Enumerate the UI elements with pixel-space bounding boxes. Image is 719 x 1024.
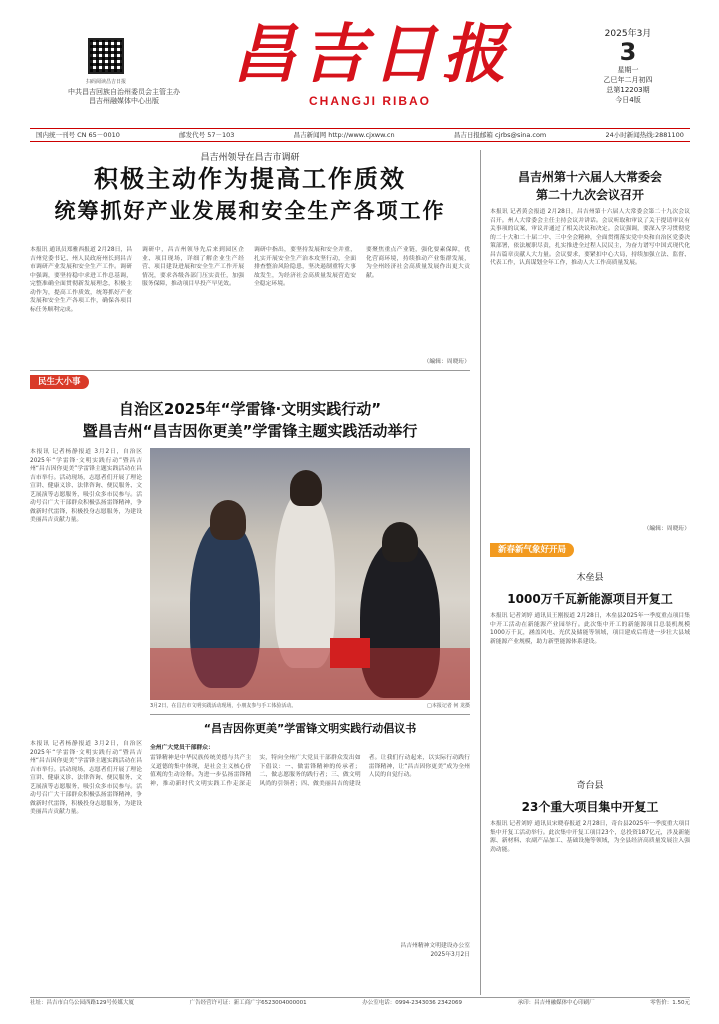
photo-credit: □本报记者 何 龙摄 xyxy=(427,703,470,709)
newspaper-logo: 昌吉日报 xyxy=(232,17,512,92)
section-tag-new-year: 新春新气象好开局 xyxy=(490,543,574,557)
info-bar xyxy=(30,128,690,142)
red-table xyxy=(150,648,470,700)
masthead xyxy=(0,0,719,118)
day-number: 3 xyxy=(619,38,637,66)
proposal-body: 雷锋精神是中华民族传统美德与共产主义道德的集中体现，是社会主义核心价值观的生动诠释。为进一步弘扬雷锋精神，推动新时代文明实践工作走深走实，特向全州广大党员干部群众发出如下倡议：一、做雷锋精神的传承者；二、做志愿服务的践行者；三、做文明风尚的引领者；四、做美丽昌吉的建设者。让我们行动起来，以实际行动践行雷锋精神，让“昌吉因你更美”成为全州人民的自觉行动。 xyxy=(150,755,470,787)
lead-column-2: 调研中，昌吉州领导先后来到园区企业、项目现场，详细了解企业生产经营、项目建设进展和安全生产工作开展情况，要求各级各部门压实责任，加强服务保障，推动项目早投产早见效。 xyxy=(142,247,244,287)
cn-number: 国内统一刊号 CN 65－0010 xyxy=(36,131,120,139)
qitai-title[interactable]: 23个重大项目集中开复工 xyxy=(521,800,659,814)
sponsor-info xyxy=(44,88,204,106)
woman-head xyxy=(382,522,418,562)
page-count: 今日4版 xyxy=(615,96,641,104)
qr-caption: 扫码阅读昌吉日报 xyxy=(85,79,126,85)
county-mulei: 木垒县 xyxy=(576,573,604,583)
email-link[interactable]: 昌吉日报邮箱 cjrbs@sina.com xyxy=(453,131,547,139)
volunteer-head xyxy=(290,470,322,506)
footer-phone: 办公室电话：0994-2343036 2342069 xyxy=(362,1000,462,1006)
paper-cut xyxy=(330,638,370,668)
proposal-divider xyxy=(150,714,470,715)
sponsor-line: 中共昌吉回族自治州委员会主管主办 xyxy=(68,88,180,96)
qr-code[interactable] xyxy=(88,38,124,74)
mulei-body: 本报讯 记者刘婷 通讯员王刚报道 2月28日，木垒县2025年一季度重点项目集中开工活动在新能源产业园举行。此次集中开工的新能源项目总装机规模1000万千瓦，涵盖风电、光伏及储能等领域，项目建成后将进一步壮大县域新能源产业规模，助力新型能源体系建设。 xyxy=(490,613,690,645)
child-head xyxy=(210,500,246,540)
npc-title-1[interactable]: 昌吉州第十六届人大常委会 xyxy=(517,170,662,184)
footer-price: 零售价：1.50元 xyxy=(650,1000,690,1006)
footer-printer: 承印：昌吉州融媒体中心印刷厂 xyxy=(517,1000,595,1006)
feature-photo[interactable] xyxy=(150,448,470,700)
feature-body: 本报讯 记者杨静报道 3月2日，自治区2025年“学雷锋·文明实践行动”暨昌吉州“昌吉因你更美”学雷锋主题实践活动在昌吉市举行。活动现场，志愿者们开展了理论宣讲、健康义诊、法律咨询、便民服务、文艺展演等志愿服务，吸引众多市民参与。活动号召广大干部群众积极弘扬雷锋精神，争做新时代雷锋，积极投身志愿服务，为建设美丽昌吉贡献力量。 xyxy=(30,449,142,523)
photo-caption: 3月2日，在昌吉市文明实践活动现场，小朋友参与手工体验活动。 xyxy=(150,703,297,709)
lead-title-1[interactable]: 积极主动作为提高工作质效 xyxy=(94,164,406,193)
proposal-date: 2025年3月2日 xyxy=(430,952,470,958)
column-divider xyxy=(480,150,481,995)
footer-address: 社址：昌吉市白鸟公园西路129号传媒大厦 xyxy=(30,1000,134,1006)
lunar-date: 乙巳年二月初四 xyxy=(603,76,653,84)
newspaper-pinyin: CHANGJI RIBAO xyxy=(308,94,431,108)
feature-title-2[interactable]: 暨昌吉州“昌吉因你更美”学雷锋主题实践活动举行 xyxy=(82,422,418,440)
feature-body-cont: 本报讯 记者杨静报道 3月2日，自治区2025年“学雷锋·文明实践行动”暨昌吉州“昌吉因你更美”学雷锋主题实践活动在昌吉市举行。活动现场，志愿者们开展了理论宣讲、健康义诊、法律咨询、便民服务、文艺展演等志愿服务，吸引众多市民参与。活动号召广大干部群众积极弘扬雷锋精神，争做新时代雷锋，积极投身志愿服务，为建设美丽昌吉贡献力量。 xyxy=(30,741,142,815)
hotline: 24小时新闻热线:2881100 xyxy=(605,131,684,139)
npc-title-2[interactable]: 第二十九次会议召开 xyxy=(535,188,644,202)
qitai-body: 本报讯 记者刘婷 通讯员宋晓春报道 2月28日，奇台县2025年一季度重大项目集中开复工活动举行。此次集中开复工项目23个，总投资187亿元，涉及新能源、新材料、农副产品加工、基础设施等领域，为全县经济高质量发展注入强劲动能。 xyxy=(490,821,690,853)
weekday: 星期一 xyxy=(617,66,639,74)
lead-column-4: 要聚焦重点产业链，强化要素保障，优化营商环境，持续推动产业集群发展，为全州经济社会高质量发展作出更大贡献。 xyxy=(366,247,470,279)
npc-byline: （編辑：周晓珩） xyxy=(643,526,690,532)
section-tag-minsheng: 民生大小事 xyxy=(30,375,89,389)
proposal-signer: 昌吉州精神文明建设办公室 xyxy=(400,943,470,949)
volunteer-figure xyxy=(275,488,335,668)
lead-title-2[interactable]: 统筹抓好产业发展和安全生产各项工作 xyxy=(54,198,446,223)
lead-column-3: 调研中指出，要坚持发展和安全并重，扎实开展安全生产治本攻坚行动，全面排查整治风险隐患，坚决遏制重特大事故发生，为经济社会高质量发展营造安全稳定环境。 xyxy=(254,247,356,287)
feature-title-1[interactable]: 自治区2025年“学雷锋·文明实践行动” xyxy=(118,400,382,418)
sponsor-line: 昌吉州融媒体中心出版 xyxy=(89,97,159,105)
website-link[interactable]: 昌吉新闻网 http://www.cjxww.cn xyxy=(293,131,395,139)
proposal-greeting: 全州广大党员干部群众： xyxy=(150,745,214,751)
footer-ad-license: 广告经营许可证：新工商广字6523004000001 xyxy=(189,1000,307,1006)
lead-column-1: 本报讯 通讯员郑雅西报道 2月28日，昌吉州党委书记、州人民政府州长到昌吉市调研产业发展和安全生产工作。调研中强调，要坚持稳中求进工作总基调，完整准确全面贯彻新发展理念，积极主动作为，提高工作质效，统筹抓好产业发展和安全生产各项工作，确保各项目标任务顺利完成。 xyxy=(30,247,132,313)
year-month: 2025年3月 xyxy=(604,29,652,39)
issue-number: 总第12203期 xyxy=(606,86,650,94)
county-qitai: 奇台县 xyxy=(576,781,604,791)
section-divider xyxy=(30,370,470,371)
lead-byline: （編辑：周晓珩） xyxy=(423,359,470,365)
lead-kicker: 昌吉州领导在昌吉市调研 xyxy=(200,153,300,163)
footer-bar xyxy=(30,997,690,1017)
mulei-title[interactable]: 1000万千瓦新能源项目开复工 xyxy=(507,592,673,606)
npc-body: 本报讯 记者黄会报道 2月28日，昌吉州第十六届人大常委会第二十九次会议召开。州人大常委会主任主持会议并讲话。会议听取和审议了关于提请审议有关事项的议案，审议并通过了相关决议和决定。会议强调，要深入学习贯彻党的二十大和二十届二中、三中全会精神，全面贯彻落实党中央和自治区党委决策部署，依法履职尽责，扎实推进全过程人民民主，为奋力谱写中国式现代化昌吉篇章贡献人大力量。会议要求，要紧扣中心大局，持续加强立法、监督、代表工作，认真谋划全年工作，推动人大工作高质量发展。 xyxy=(490,209,690,266)
proposal-title[interactable]: “昌吉因你更美”学雷锋文明实践行动倡议书 xyxy=(203,722,417,735)
postal-code: 邮发代号 57－103 xyxy=(179,131,235,139)
issue-date xyxy=(588,26,668,105)
